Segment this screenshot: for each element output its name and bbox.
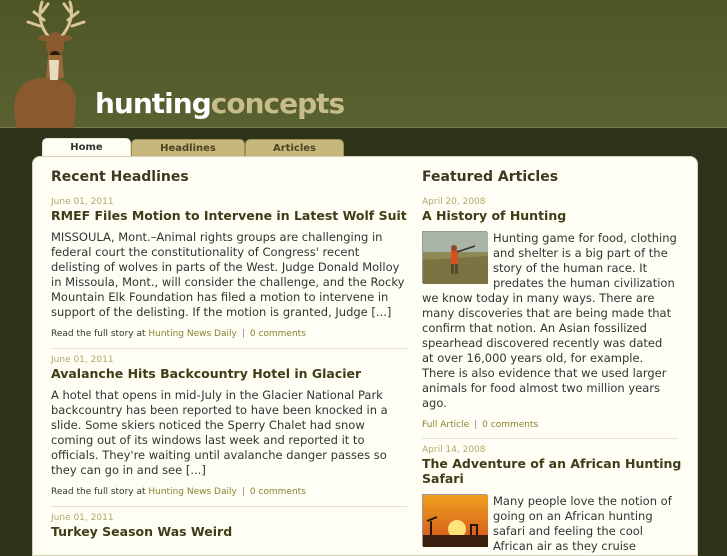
excerpt-line: African air as they cruise bbox=[493, 539, 636, 553]
excerpt-line: federal court the constitutionality of Congress' recent bbox=[51, 245, 360, 259]
article-excerpt-wrap bbox=[493, 494, 672, 554]
excerpt-line: support of the delisting. If the motion is granted, Judge [...] bbox=[51, 305, 392, 319]
safari-sunset-icon bbox=[423, 495, 488, 547]
article-title-link[interactable] bbox=[422, 456, 681, 486]
excerpt-line: backcountry has been reported to have been knocked in a bbox=[51, 403, 388, 417]
post-date: June 01, 2011 bbox=[51, 513, 114, 523]
post-date: June 01, 2011 bbox=[51, 355, 114, 365]
post-title-link[interactable]: RMEF Files Motion to Intervene in Latest Wolf Suit bbox=[51, 208, 407, 223]
post-excerpt bbox=[51, 388, 388, 478]
article-excerpt bbox=[422, 291, 671, 411]
excerpt-line: coming out of its windows last week and reported it to bbox=[51, 433, 365, 447]
excerpt-line: There is also evidence that we used larger bbox=[422, 366, 667, 380]
excerpt-line: animals for food almost two million years bbox=[422, 381, 661, 395]
excerpt-line: story of the human race. It bbox=[493, 261, 648, 275]
article-title-line: The Adventure of an African Hunting bbox=[422, 456, 682, 471]
excerpt-line: delisting of wolves in parts of the West. Judge Donald Molloy bbox=[51, 260, 400, 274]
deer-logo-icon bbox=[4, 0, 104, 128]
meta-separator: | bbox=[241, 329, 245, 339]
post-excerpt bbox=[51, 230, 404, 320]
site-logo[interactable] bbox=[95, 87, 345, 120]
post-divider bbox=[51, 506, 407, 507]
article-meta bbox=[422, 420, 538, 430]
excerpt-line: they can go in and see [...] bbox=[51, 463, 206, 477]
hunter-field-icon bbox=[423, 232, 488, 284]
meta-separator: | bbox=[474, 420, 478, 430]
tab-headlines[interactable]: Headlines bbox=[131, 139, 245, 158]
excerpt-line: spearhead discovered recently was dated bbox=[422, 336, 663, 350]
excerpt-line: MISSOULA, Mont.–Animal rights groups are challenging in bbox=[51, 230, 383, 244]
comments-link[interactable]: 0 comments bbox=[482, 420, 539, 430]
excerpt-line: going on an African hunting bbox=[493, 509, 653, 523]
logo-text-hunting: hunting bbox=[95, 87, 211, 120]
read-prefix: Read the full story at bbox=[51, 487, 146, 497]
excerpt-line: at over 16,000 years old, for example. bbox=[422, 351, 644, 365]
excerpt-line: many discoveries that are being made that bbox=[422, 306, 672, 320]
source-link[interactable]: Hunting News Daily bbox=[148, 329, 237, 339]
excerpt-line: Mountain Elk Foundation has filed a motion to intervene in bbox=[51, 290, 389, 304]
excerpt-line: slide. Some skiers noticed the Sperry Chalet had snow bbox=[51, 418, 365, 432]
excerpt-line: Hunting game for food, clothing bbox=[493, 231, 677, 245]
comments-link[interactable]: 0 comments bbox=[249, 487, 306, 497]
excerpt-line: ago. bbox=[422, 396, 447, 410]
excerpt-line: confirm that notion. An Asian fossilized bbox=[422, 321, 647, 335]
article-divider bbox=[422, 438, 678, 439]
logo-text-concepts: concepts bbox=[210, 87, 345, 120]
post-title-link[interactable]: Avalanche Hits Backcountry Hotel in Glacier bbox=[51, 366, 362, 381]
post-divider bbox=[51, 348, 407, 349]
article-date: April 20, 2008 bbox=[422, 197, 486, 207]
post-meta bbox=[51, 329, 306, 339]
hunter-thumbnail[interactable] bbox=[422, 231, 487, 283]
tab-articles[interactable]: Articles bbox=[245, 139, 344, 158]
excerpt-line: in Missoula, Mont., will consider the challenge, and the Rocky bbox=[51, 275, 405, 289]
article-title-link[interactable]: A History of Hunting bbox=[422, 208, 567, 223]
read-prefix: Read the full story at bbox=[51, 329, 146, 339]
content-panel bbox=[32, 156, 698, 556]
excerpt-line: officials. They're waiting until avalanche danger passes so bbox=[51, 448, 387, 462]
full-article-link[interactable]: Full Article bbox=[422, 420, 470, 430]
excerpt-line: Many people love the notion of bbox=[493, 494, 672, 508]
article-date: April 14, 2008 bbox=[422, 445, 486, 455]
excerpt-line: A hotel that opens in mid-July in the Glacier National Park bbox=[51, 388, 383, 402]
post-title-link[interactable]: Turkey Season Was Weird bbox=[51, 524, 233, 539]
post-meta bbox=[51, 487, 306, 497]
article-excerpt-wrap bbox=[493, 231, 677, 291]
tab-home[interactable]: Home bbox=[42, 138, 131, 159]
site-header bbox=[0, 0, 727, 128]
excerpt-line: predates the human civilization bbox=[493, 276, 675, 290]
article-title-line: Safari bbox=[422, 471, 464, 486]
comments-link[interactable]: 0 comments bbox=[249, 329, 306, 339]
source-link[interactable]: Hunting News Daily bbox=[148, 487, 237, 497]
post-date: June 01, 2011 bbox=[51, 197, 114, 207]
featured-articles-title: Featured Articles bbox=[422, 169, 559, 185]
recent-headlines-title: Recent Headlines bbox=[51, 169, 189, 185]
excerpt-line: safari and feeling the cool bbox=[493, 524, 643, 538]
safari-thumbnail[interactable] bbox=[422, 494, 487, 546]
meta-separator: | bbox=[241, 487, 245, 497]
excerpt-line: we know today in many ways. There are bbox=[422, 291, 655, 305]
excerpt-line: and shelter is a big part of the bbox=[493, 246, 668, 260]
